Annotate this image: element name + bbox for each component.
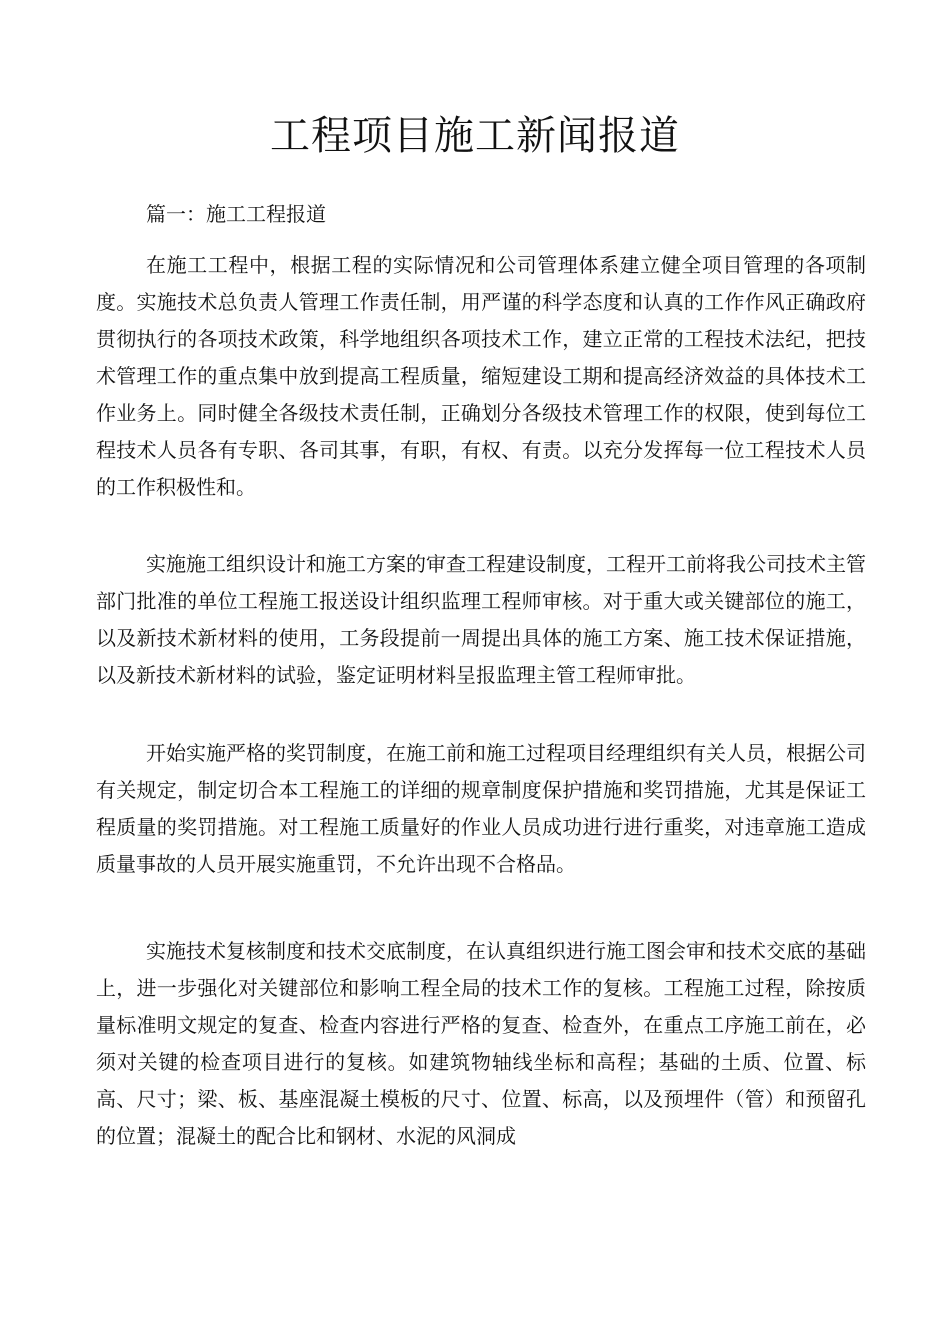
body-paragraph-3: 开始实施严格的奖罚制度，在施工前和施工过程项目经理组织有关人员，根据公司有关规定，制定切合本工程施工的详细的规章制度保护措施和奖罚措施，尤其是保证工程质量的奖罚措施。对工程施工质量好的作业人员成功进行进行重奖，对违章施工造成质量事故的人员开展实施重罚，不允许出现不合格品。 xyxy=(96,741,866,876)
body-paragraph-2: 实施施工组织设计和施工方案的审查工程建设制度，工程开工前将我公司技术主管部门批准的单位工程施工报送设计组织监理工程师审核。对于重大或关键部位的施工，以及新技术新材料的使用，工务段提前一周提出具体的施工方案、施工技术保证措施，以及新技术新材料的试验，鉴定证明材料呈报监理主管工程师审批。 xyxy=(96,552,866,687)
section-heading: 篇一：施工工程报道 xyxy=(146,202,326,226)
body-paragraph-1: 在施工工程中，根据工程的实际情况和公司管理体系建立健全项目管理的各项制度。实施技术总负责人管理工作责任制，用严谨的科学态度和认真的工作作风正确政府贯彻执行的各项技术政策，科学地组织各项技术工作，建立正常的工程技术法纪，把技术管理工作的重点集中放到提高工程质量，缩短建设工期和提高经济效益的具体技术工作业务上。同时健全各级技术责任制，正确划分各级技术管理工作的权限，使到每位工程技术人员各有专职、各司其事，有职，有权、有责。以充分发挥每一位工程技术人员的工作积极性和。 xyxy=(96,253,866,499)
document-title: 工程项目施工新闻报道 xyxy=(270,113,680,159)
body-paragraph-4: 实施技术复核制度和技术交底制度，在认真组织进行施工图会审和技术交底的基础上，进一步强化对关键部位和影响工程全局的技术工作的复核。工程施工过程，除按质量标准明文规定的复查、检查内容进行严格的复查、检查外，在重点工序施工前在，必须对关键的检查项目进行的复核。如建筑物轴线坐标和高程；基础的土质、位置、标高、尺寸；梁、板、基座混凝土模板的尺寸、位置、标高，以及预埋件（管）和预留孔的位置；混凝土的配合比和钢材、水泥的风洞成 xyxy=(96,939,866,1148)
